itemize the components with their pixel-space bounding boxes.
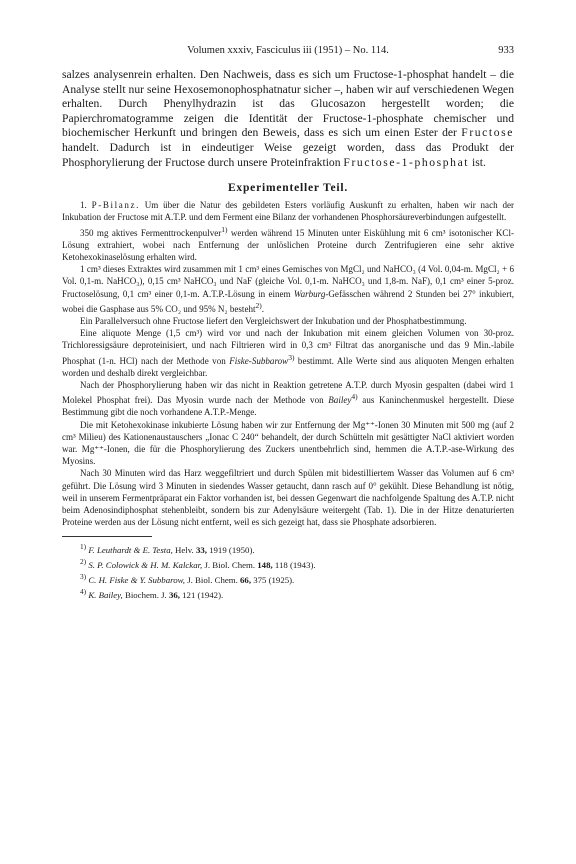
- running-header: [62, 44, 514, 58]
- footnote-divider: [62, 536, 152, 537]
- emphasis-fructose: Fructose: [461, 126, 514, 140]
- footnote-mark: 2): [80, 556, 87, 566]
- footnote-mark: 1): [80, 541, 87, 551]
- footnote-journal: J. Biol. Chem.: [202, 559, 258, 570]
- footnote-authors: F. Leuthardt & E. Testa,: [88, 544, 173, 555]
- italic-name: Bailey: [328, 395, 352, 406]
- italic-name: Fiske-Subbarow: [229, 355, 289, 366]
- footnote-authors: S. P. Colowick & H. M. Kalckar,: [88, 559, 203, 570]
- paragraph-ion-exchange: [62, 419, 514, 468]
- paragraph-text: werden während 15 Minuten unter Eiskühlung mit 6 cm³ isotonischer KCl-Lösung extrahiert, wobei nach Entfernung der unlöslichen Proteine durch Zentrifugieren eine sehr aktive Ketohexokinaselösung erhalten wird.: [62, 227, 514, 262]
- paragraph-p-bilanz: [62, 199, 514, 223]
- paragraph-text: -Gefässchen während 2 Stunden bei 27° inkubiert, wobei die Gasphase aus 5% CO₂ und 95% N₂ besteht: [62, 288, 514, 314]
- paragraph-text: aus Kaninchenmuskel hergestellt. Diese Bestimmung gibt die noch vorhandene A.T.P.-Menge.: [62, 395, 514, 418]
- emphasis-fructose-1-phosphat: Fructose-1-phosphat: [343, 155, 470, 169]
- intro-text: salzes analysenrein erhalten. Den Nachweis, dass es sich um Fructose-1-phosphat handelt – die Analyse stellt nur seine Hexosemonophosphatnatur sicher –, haben wir auf verschiedenen Wegen erhalten. Durch Phenylhydrazin ist das Glucosazon hergestellt worden; die Papierchromatogramme zeigen die Identität der Fructose-1-phosphate chemischer und biochemischer Herkunft und bringen den Beweis, dass es sich um einen Ester der: [62, 68, 514, 140]
- footnote-ref: 4): [351, 392, 358, 402]
- footnote: [62, 556, 514, 571]
- footnotes: [62, 541, 514, 602]
- paragraph-number: 1.: [80, 200, 92, 211]
- footnote-journal: Biochem. J.: [122, 590, 169, 601]
- running-title: Volumen xxxiv, Fasciculus iii (1951) – No. 114.: [187, 45, 389, 56]
- intro-text: handelt. Dadurch ist in eindeutiger Weise gezeigt worden, dass das Produkt der Phosphorylierung der Fructose durch unsere Proteinfraktion: [62, 140, 514, 169]
- paragraph-myosin: [62, 379, 514, 419]
- paragraph-text: Um über die Natur des gebildeten Esters vorläufig Auskunft zu erhalten, haben wir nach der Inkubation der Fructose mit A.T.P. und dem Ferment eine Bilanz der vorhandenen Phosphorsäureverbindungen aufgestellt.: [62, 200, 514, 223]
- footnote-pages: 121 (1942).: [179, 590, 224, 601]
- footnote-volume: 36,: [168, 590, 180, 601]
- footnote-volume: 66,: [240, 574, 252, 585]
- footnote-mark: 4): [80, 587, 87, 597]
- paragraph-text: Ein Parallelversuch ohne Fructose liefert den Vergleichswert der Inkubation und der Phosphatbestimmung.: [80, 316, 467, 327]
- paragraph-parallel: [62, 315, 514, 327]
- paragraph-extraction: [62, 224, 514, 264]
- paragraph-incubation: [62, 263, 514, 315]
- footnote: [62, 586, 514, 601]
- experimental-section: [62, 199, 514, 528]
- paragraph-text: Eine aliquote Menge (1,5 cm³) wird vor und nach der Inkubation mit einem gleichen Volumen von 30-proz. Trichloressigsäure deproteinisiert, und nach Filtrieren wird in 0,3 cm³ Filtrat das anorganische und das 9 Min.-labile Phosphat (1-n. HCl) nach der Methode von: [62, 328, 514, 366]
- footnote-authors: C. H. Fiske & Y. Subbarow,: [88, 574, 186, 585]
- footnote-journal: J. Biol. Chem.: [185, 574, 241, 585]
- footnote-authors: K. Bailey,: [88, 590, 123, 601]
- intro-paragraph: [62, 68, 514, 170]
- footnote-volume: 33,: [195, 544, 207, 555]
- section-title: Experimenteller Teil.: [227, 182, 349, 195]
- footnote-ref: 1): [221, 224, 228, 234]
- paragraph-text: bestimmt. Alle Werte sind aus aliquoten Mengen erhalten worden und deshalb direkt vergleichbar.: [62, 355, 514, 378]
- intro-text: ist.: [469, 155, 486, 169]
- italic-name: Warburg: [293, 288, 326, 299]
- footnote-pages: 375 (1925).: [251, 574, 295, 585]
- footnote-ref: 3): [288, 352, 295, 362]
- footnote-pages: 118 (1943).: [272, 559, 316, 570]
- footnote: [62, 541, 514, 556]
- footnote-volume: 148,: [257, 559, 273, 570]
- paragraph-text: Nach 30 Minuten wird das Harz weggefiltriert und durch Spülen mit bidestilliertem Wasser das Volumen auf 6 cm³ geführt. Die Lösung wird 3 Minuten in siedendes Wasser getaucht, dann rasch auf 0° gekühlt. Diese Behandlung ist nötig, weil in unserem Fermentpräparat ein Faktor vorhanden ist, bei dessen Gegenwart die nachfolgende Spaltung des A.T.P. nicht beim Adenosindiphosphat stehenbleibt, sondern bis zur Adenylsäure weitergeht (Tab. 1). Die in der Hitze denaturierten Proteine werden aus der Lösung nicht entfernt, weil es sich gezeigt hat, dass sie Phosphate adsorbieren.: [62, 468, 514, 528]
- footnote-ref: 2): [255, 300, 262, 310]
- footnote-mark: 3): [80, 571, 87, 581]
- paragraph-text: Die mit Ketohexokinase inkubierte Lösung haben wir zur Entfernung der Mg⁺⁺-Ionen 30 Minuten mit 500 mg (auf 2 cm³ Milieu) des Kationenaustauschers „Ionac C 240“ behandelt, der durch Schütteln mit gesättigter NaCl aktiviert worden war. Mg⁺⁺-Ionen, die für die Phosphorylierung des Zuckers unentbehrlich sind, hemmen die A.T.P.-ase-Wirkung des Myosins.: [62, 419, 514, 467]
- paragraph-text: .: [261, 303, 265, 314]
- paragraph-resin-filtration: [62, 467, 514, 528]
- paragraph-text: Nach der Phosphorylierung haben wir das nicht in Reaktion getretene A.T.P. durch Myosin gespalten (dabei wird 1 Molekel Phosphat frei). Das Myosin wurde nach der Methode von: [62, 380, 514, 406]
- page-number: 933: [498, 45, 514, 56]
- paragraph-text: 350 mg aktives Fermenttrockenpulver: [80, 227, 222, 238]
- footnote-journal: Helv.: [172, 544, 196, 555]
- paragraph-heading: P-Bilanz.: [91, 200, 140, 211]
- footnote-pages: 1919 (1950).: [206, 544, 255, 555]
- footnote: [62, 571, 514, 586]
- paragraph-text: 1 cm³ dieses Extraktes wird zusammen mit 1 cm³ eines Gemisches von MgCl₂ und NaHCO₃ (4 Vol. 0,04-m. MgCl₂ + 6 Vol. 0,1-m. NaHCO₃), 0,15 cm³ NaHCO₃ und NaF (gleiche Vol. 0,1-m. NaHCO₃ und 1,8-m. NaF), 0,1 cm³ einer 5-proz. Fructoselösung, 0,1 cm³ einer 0,1-m. A.T.P.-Lösung in einem: [62, 264, 514, 299]
- paragraph-aliquot: [62, 327, 514, 379]
